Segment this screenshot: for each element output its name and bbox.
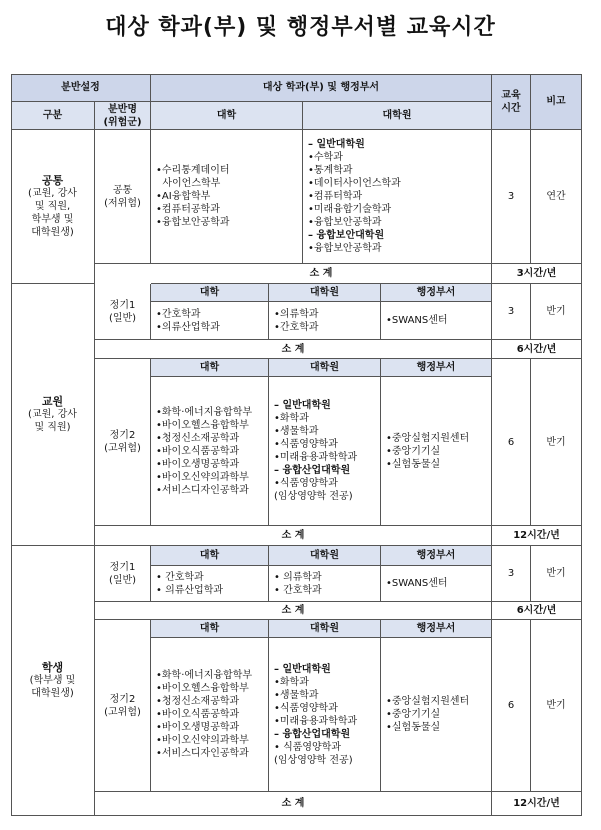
item-list: [156, 669, 252, 760]
item-list: [386, 695, 469, 734]
common-subtotal-value: 3시간/년: [492, 264, 582, 284]
item-list: [386, 432, 469, 471]
faculty-reg2-univ-header: 대학: [151, 359, 269, 377]
student-reg1-grad-list: [269, 566, 381, 602]
faculty-reg1-admin-header: 행정부서: [381, 284, 492, 302]
common-category-desc: (교원, 강사 및 직원, 학부생 및 대학원생): [28, 188, 77, 238]
student-category-label: 학생: [41, 661, 64, 674]
list-item: •실험동물실: [386, 458, 441, 470]
faculty-reg1-class-type: 정기1 (일반): [95, 284, 151, 340]
student-reg1-admin-list: [381, 566, 492, 602]
student-reg2-grad-list: [269, 638, 381, 792]
faculty-category-desc: (교원, 강사 및 직원): [28, 409, 77, 433]
common-subtotal-label: 소 계: [151, 264, 492, 284]
faculty-reg1-grad-header: 대학원: [269, 284, 381, 302]
faculty-reg1-univ-header: 대학: [151, 284, 269, 302]
list-item: •화학·에너지융합학부: [156, 670, 253, 681]
header-group-setting: 분반설정: [11, 74, 151, 102]
faculty-reg2-admin-header: 행정부서: [381, 359, 492, 377]
list-item: •SWANS센터: [386, 315, 448, 326]
faculty-reg1-hours: 3: [492, 284, 531, 340]
student-reg1-hours: 3: [492, 546, 531, 602]
item-list: [156, 308, 220, 334]
list-item: •실험동물실: [386, 722, 441, 733]
student-reg1-univ-header: 대학: [151, 546, 269, 566]
common-class-type: 공통 (저위험): [95, 130, 151, 264]
student-reg2-grad-header: 대학원: [269, 620, 381, 638]
common-category-label: 공통: [41, 174, 64, 187]
faculty-reg1-grad-list: [269, 302, 381, 340]
list-item: •중앙기기실: [386, 445, 441, 457]
common-category-cell: [11, 130, 95, 284]
item-list: [156, 164, 230, 229]
faculty-reg2-hours: 6: [492, 359, 531, 526]
faculty-reg2-grad-list: [269, 377, 381, 526]
list-item: – 융합보안대학원: [308, 230, 385, 241]
student-reg2-subtotal-value: 12시간/년: [492, 792, 582, 816]
list-item: • 간호학과: [156, 571, 204, 583]
student-reg1-univ-list: [151, 566, 269, 602]
list-item: •통계학과: [308, 165, 353, 176]
common-grad-list: [303, 130, 492, 264]
list-item: •미래융용과학학과: [274, 715, 358, 727]
list-item: – 일반대학원: [308, 139, 365, 150]
list-item: – 융합산업대학원: [274, 728, 351, 740]
item-list: [274, 571, 322, 597]
page-title: 대상 학과(부) 및 행정부서별 교육시간: [105, 15, 496, 40]
list-item: – 융합산업대학원: [274, 465, 351, 476]
item-list: [274, 308, 319, 334]
faculty-reg2-subtotal-value: 12시간/년: [492, 526, 582, 546]
list-item: •수학과: [308, 152, 343, 163]
faculty-reg1-remarks: 반기: [531, 284, 582, 340]
faculty-reg2-subtotal-label: 소 계: [95, 526, 492, 546]
item-list: [386, 577, 448, 590]
education-hours-table: [11, 74, 582, 816]
common-remarks: 연간: [531, 130, 582, 264]
list-item: •바이오신약의과학부: [156, 735, 249, 746]
header-univ: 대학: [151, 102, 303, 130]
item-list: [308, 138, 401, 255]
faculty-reg2-admin-list: [381, 377, 492, 526]
student-reg2-admin-header: 행정부서: [381, 620, 492, 638]
faculty-reg2-class-type: 정기2 (고위험): [95, 359, 151, 526]
list-item: •컴퓨터학과: [308, 191, 363, 202]
faculty-category-cell: [11, 284, 95, 546]
list-item: •데이터사이언스학과: [308, 178, 401, 189]
faculty-reg1-subtotal-label: 소 계: [95, 340, 492, 359]
header-class-type: 분반명 (위험군): [95, 102, 151, 130]
student-reg1-subtotal-label: 소 계: [95, 602, 492, 620]
list-item: – 일반대학원: [274, 400, 331, 411]
list-item: •융합보안공학과: [308, 217, 382, 228]
item-list: [156, 406, 252, 497]
list-item: •SWANS센터: [386, 578, 448, 589]
student-reg1-class-type: 정기1 (일반): [95, 546, 151, 602]
list-item: •중앙기기실: [386, 709, 441, 720]
list-item: •서비스디자인공학과: [156, 748, 249, 759]
faculty-category-label: 교원: [41, 395, 64, 408]
list-item: •바이오식품공학과: [156, 445, 240, 457]
list-item: •화학과: [274, 413, 309, 424]
faculty-reg1-subtotal-value: 6시간/년: [492, 340, 582, 359]
list-item: •간호학과: [156, 308, 201, 320]
student-reg2-univ-header: 대학: [151, 620, 269, 638]
item-list: [274, 399, 357, 503]
header-remarks: 비고: [531, 74, 582, 130]
list-item: •융합보안공학과: [308, 243, 382, 254]
list-item: •바이오헬스융합학부: [156, 683, 249, 694]
list-item: • 식품영양학과: [274, 741, 342, 753]
list-item: •중앙실험지원센터: [386, 432, 470, 444]
list-item: • 의류학과: [274, 571, 322, 583]
faculty-reg2-grad-header: 대학원: [269, 359, 381, 377]
list-item: (임상영양학 전공): [274, 754, 353, 766]
student-category-cell: [11, 546, 95, 816]
list-item: •화학·에너지융합학부: [156, 406, 253, 418]
header-target: 대상 학과(부) 및 행정부서: [151, 74, 492, 102]
student-reg2-subtotal-label: 소 계: [95, 792, 492, 816]
header-hours: 교육 시간: [492, 74, 531, 130]
faculty-reg2-univ-list: [151, 377, 269, 526]
list-item: •바이오헬스융합학부: [156, 419, 249, 431]
list-item: •간호학과: [274, 321, 319, 333]
list-item: •의류산업학과: [156, 321, 220, 333]
common-hours: 3: [492, 130, 531, 264]
list-item: •식품영양학과: [274, 439, 338, 450]
list-item: •컴퓨터공학과: [156, 204, 220, 215]
student-reg1-admin-header: 행정부서: [381, 546, 492, 566]
faculty-reg1-univ-list: [151, 302, 269, 340]
student-reg1-remarks: 반기: [531, 546, 582, 602]
list-item: •미래융용과학학과: [274, 452, 358, 463]
item-list: [386, 314, 448, 327]
list-item: •생물학과: [274, 689, 319, 701]
list-item: • 의류산업학과: [156, 584, 224, 596]
common-univ-list: [151, 130, 303, 264]
student-reg2-admin-list: [381, 638, 492, 792]
list-item: •바이오생명공학과: [156, 458, 240, 470]
list-item: 사이언스학부: [156, 178, 221, 189]
list-item: •수리통계데이터: [156, 165, 230, 176]
item-list: [274, 663, 357, 767]
faculty-reg1-admin-list: [381, 302, 492, 340]
list-item: •바이오신약의과학부: [156, 471, 249, 483]
list-item: •융합보안공학과: [156, 217, 230, 228]
list-item: •생물학과: [274, 426, 319, 437]
student-reg2-hours: 6: [492, 620, 531, 792]
student-reg1-grad-header: 대학원: [269, 546, 381, 566]
item-list: [156, 571, 223, 597]
list-item: – 일반대학원: [274, 663, 331, 675]
list-item: • 간호학과: [274, 584, 322, 596]
list-item: •식품영양학과: [274, 702, 338, 714]
list-item: •화학과: [274, 676, 309, 688]
list-item: (임상영양학 전공): [274, 491, 353, 502]
student-reg2-univ-list: [151, 638, 269, 792]
list-item: •바이오식품공학과: [156, 709, 240, 720]
list-item: •서비스디자인공학과: [156, 484, 249, 496]
list-item: •식품영양학과: [274, 478, 338, 489]
student-reg1-subtotal-value: 6시간/년: [492, 602, 582, 620]
header-category: 구분: [11, 102, 95, 130]
student-reg2-class-type: 정기2 (고위험): [95, 620, 151, 792]
list-item: •청정신소재공학과: [156, 432, 240, 444]
list-item: •AI융합학부: [156, 191, 211, 202]
list-item: •미래융합기술학과: [308, 204, 392, 215]
list-item: •청정신소재공학과: [156, 696, 240, 707]
student-category-desc: (학부생 및 대학원생): [29, 675, 76, 699]
header-grad: 대학원: [303, 102, 492, 130]
list-item: •의류학과: [274, 308, 319, 320]
faculty-reg2-remarks: 반기: [531, 359, 582, 526]
list-item: •중앙실험지원센터: [386, 696, 470, 707]
student-reg2-remarks: 반기: [531, 620, 582, 792]
list-item: •바이오생명공학과: [156, 722, 240, 733]
